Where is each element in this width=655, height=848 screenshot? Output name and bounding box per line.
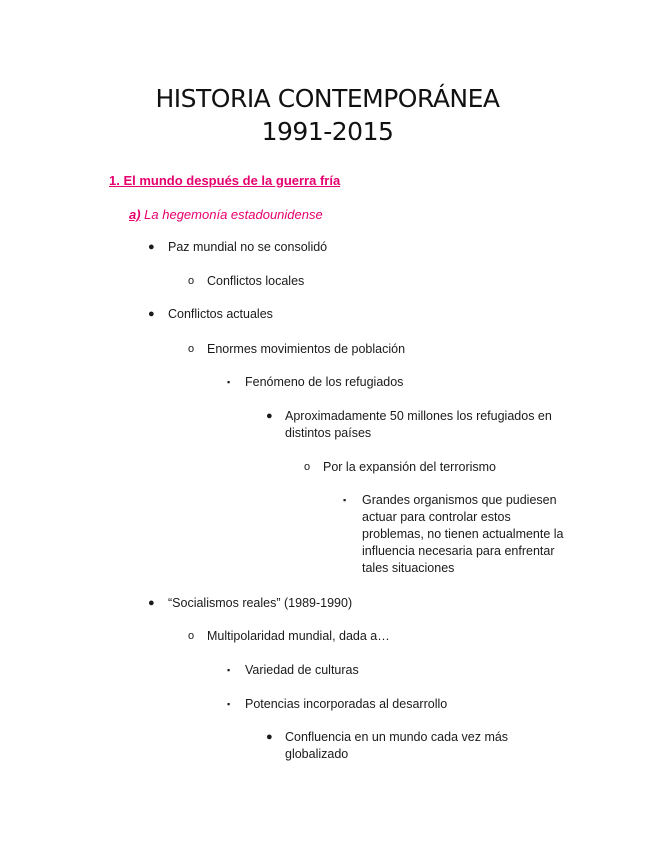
disc-bullet-icon: ●	[148, 241, 155, 253]
square-bullet-icon: ▪	[227, 377, 231, 387]
square-bullet-icon: ▪	[343, 495, 347, 505]
list-item: Por la expansión del terrorismo	[323, 460, 496, 474]
list-item: Grandes organismos que pudiesen actuar para controlar estos problemas, no tienen actualmente la influencia necesaria para enfrentar tales situaciones	[362, 493, 564, 575]
list-item: Potencias incorporadas al desarrollo	[245, 697, 448, 711]
subsection-letter: a)	[129, 207, 141, 222]
list-item: Variedad de culturas	[245, 663, 359, 677]
list-item: Multipolaridad mundial, dada a…	[207, 629, 390, 643]
page-title: HISTORIA CONTEMPORÁNEA	[155, 84, 500, 113]
page-title-years: 1991-2015	[261, 117, 394, 146]
disc-bullet-icon: ●	[266, 731, 273, 743]
circle-bullet-icon: o	[188, 630, 195, 642]
circle-bullet-icon: o	[188, 275, 195, 287]
section-heading-1: 1. El mundo después de la guerra fría	[109, 173, 341, 188]
square-bullet-icon: ▪	[227, 665, 231, 675]
circle-bullet-icon: o	[188, 343, 195, 355]
disc-bullet-icon: ●	[148, 597, 155, 609]
list-item: Conflictos locales	[207, 274, 305, 288]
subsection-heading-a	[129, 206, 323, 223]
square-bullet-icon: ▪	[227, 699, 231, 709]
list-item: Enormes movimientos de población	[207, 342, 406, 356]
list-item: Confluencia en un mundo cada vez más globalizado	[285, 730, 509, 761]
list-item: Aproximadamente 50 millones los refugiados en distintos países	[285, 409, 552, 440]
list-item: Paz mundial no se consolidó	[168, 240, 328, 254]
subsection-title: La hegemonía estadounidense	[140, 207, 323, 222]
circle-bullet-icon: o	[304, 461, 311, 473]
disc-bullet-icon: ●	[266, 410, 273, 422]
list-item: Conflictos actuales	[168, 307, 273, 321]
list-item: Fenómeno de los refugiados	[245, 375, 404, 389]
list-item: “Socialismos reales” (1989-1990)	[168, 596, 353, 610]
disc-bullet-icon: ●	[148, 308, 155, 320]
